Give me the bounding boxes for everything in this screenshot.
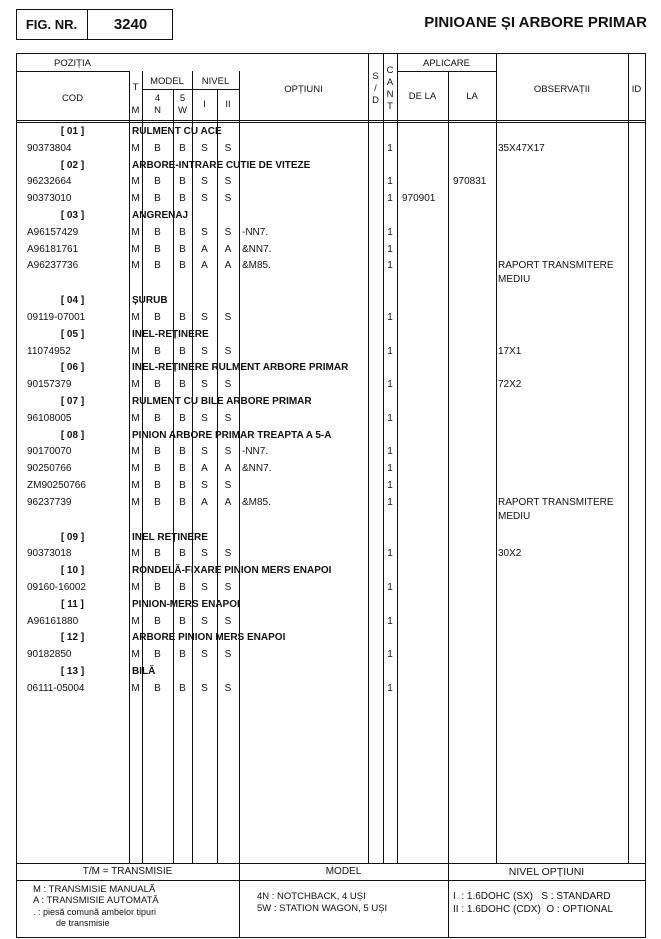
model-5w-cell: B xyxy=(179,616,186,627)
col-header-id: ID xyxy=(631,84,642,95)
footer-tm-title: T/M = TRANSMISIE xyxy=(82,866,173,877)
col-header-aplicare: APLICARE xyxy=(423,58,470,69)
nivel-2-cell: S xyxy=(224,582,232,593)
model-4n-cell: B xyxy=(154,497,161,508)
col-header-nivel-1: I xyxy=(203,99,206,110)
options-cell: -NN7. xyxy=(242,446,269,457)
quantity-cell: 1 xyxy=(387,379,393,390)
nivel-1-cell: S xyxy=(201,649,208,660)
quantity-cell: 1 xyxy=(387,616,393,627)
nivel-2-cell: S xyxy=(224,683,232,694)
transmission-cell: M xyxy=(131,548,140,559)
section-name: ȘURUB xyxy=(132,295,168,306)
part-code: 96237739 xyxy=(27,497,72,508)
options-cell: -NN7. xyxy=(242,227,269,238)
quantity-cell: 1 xyxy=(387,497,393,508)
model-4n-cell: B xyxy=(154,616,161,627)
model-5w-cell: B xyxy=(179,413,186,424)
model-5w-cell: B xyxy=(179,548,186,559)
col-header-cant-n: N xyxy=(386,89,394,100)
quantity-cell: 1 xyxy=(387,176,393,187)
nivel-1-cell: A xyxy=(201,260,208,271)
col-header-model-5: 5 xyxy=(179,93,186,104)
transmission-cell: M xyxy=(131,227,140,238)
model-5w-cell: B xyxy=(179,143,186,154)
part-code: 90157379 xyxy=(27,379,72,390)
col-header-sd-slash: / xyxy=(374,83,377,94)
model-4n-cell: B xyxy=(154,480,161,491)
col-header-sd-s: S xyxy=(372,71,379,82)
transmission-cell: M xyxy=(131,497,140,508)
section-position: [ 13 ] xyxy=(60,666,85,677)
footer-model-line-2: 5W : STATION WAGON, 5 UȘI xyxy=(257,903,388,914)
part-code: 90170070 xyxy=(27,446,72,457)
section-name: BILĂ xyxy=(132,666,156,677)
nivel-2-cell: S xyxy=(224,649,232,660)
section-position: [ 04 ] xyxy=(60,295,85,306)
section-name: ANGRENAJ xyxy=(132,210,189,221)
col-header-observatii: OBSERVAȚII xyxy=(533,84,591,95)
options-cell: &M85. xyxy=(242,497,271,508)
model-5w-cell: B xyxy=(179,446,186,457)
nivel-1-cell: A xyxy=(201,463,208,474)
nivel-2-cell: S xyxy=(224,227,232,238)
model-4n-cell: B xyxy=(154,582,161,593)
part-code: 09160-16002 xyxy=(27,582,86,593)
section-position: [ 01 ] xyxy=(60,126,85,137)
nivel-1-cell: S xyxy=(201,446,208,457)
quantity-cell: 1 xyxy=(387,227,393,238)
model-4n-cell: B xyxy=(154,176,161,187)
nivel-1-cell: A xyxy=(201,244,208,255)
section-position: [ 09 ] xyxy=(60,532,85,543)
part-code: 96108005 xyxy=(27,413,72,424)
section-name: PINION ARBORE PRIMAR TREAPTA A 5-A xyxy=(132,430,332,441)
section-position: [ 06 ] xyxy=(60,362,85,373)
model-5w-cell: B xyxy=(179,497,186,508)
section-position: [ 10 ] xyxy=(60,565,85,576)
transmission-cell: M xyxy=(131,582,140,593)
quantity-cell: 1 xyxy=(387,480,393,491)
applies-from-cell: 970901 xyxy=(402,193,436,204)
model-4n-cell: B xyxy=(154,413,161,424)
nivel-2-cell: S xyxy=(224,446,232,457)
model-5w-cell: B xyxy=(179,379,186,390)
observations-cell: RAPORT TRANSMITERE xyxy=(498,497,614,508)
quantity-cell: 1 xyxy=(387,413,393,424)
model-5w-cell: B xyxy=(179,649,186,660)
model-5w-cell: B xyxy=(179,480,186,491)
part-code: 90373010 xyxy=(27,193,72,204)
section-position: [ 12 ] xyxy=(60,632,85,643)
model-4n-cell: B xyxy=(154,143,161,154)
part-code: ZM90250766 xyxy=(27,480,86,491)
col-header-nivel: NIVEL xyxy=(201,76,230,87)
observations-cell-line-2: MEDIU xyxy=(498,274,531,285)
part-code: 09119-07001 xyxy=(27,312,86,323)
part-code: 96232664 xyxy=(27,176,72,187)
footer-tm-line-4: de transmisie xyxy=(56,918,110,928)
nivel-1-cell: S xyxy=(201,413,208,424)
model-5w-cell: B xyxy=(179,176,186,187)
section-position: [ 07 ] xyxy=(60,396,85,407)
quantity-cell: 1 xyxy=(387,260,393,271)
col-header-la: LA xyxy=(466,91,478,102)
transmission-cell: M xyxy=(131,649,140,660)
page-title: PINIOANE ȘI ARBORE PRIMAR xyxy=(424,14,647,31)
col-header-cod: COD xyxy=(61,93,84,104)
part-code: A96161880 xyxy=(27,616,79,627)
footer-model-line-1: 4N : NOTCHBACK, 4 UȘI xyxy=(257,891,366,902)
transmission-cell: M xyxy=(131,379,140,390)
col-header-model-4: 4 xyxy=(154,93,161,104)
part-code: A96181761 xyxy=(27,244,79,255)
col-header-m: M xyxy=(131,105,140,116)
observations-cell-line-2: MEDIU xyxy=(498,511,531,522)
col-header-model: MODEL xyxy=(150,76,184,87)
col-header-nivel-2: II xyxy=(225,99,231,110)
nivel-2-cell: A xyxy=(224,260,232,271)
section-position: [ 11 ] xyxy=(61,599,84,610)
col-header-model-n: N xyxy=(154,105,161,116)
transmission-cell: M xyxy=(131,176,140,187)
part-code: 90373804 xyxy=(27,143,72,154)
model-4n-cell: B xyxy=(154,446,161,457)
model-5w-cell: B xyxy=(179,346,186,357)
model-4n-cell: B xyxy=(154,683,161,694)
footer-tm-line-1: M : TRANSMISIE MANUALĂ xyxy=(33,884,156,895)
model-4n-cell: B xyxy=(154,260,161,271)
nivel-1-cell: S xyxy=(201,683,208,694)
quantity-cell: 1 xyxy=(387,649,393,660)
col-header-optiuni: OPȚIUNI xyxy=(284,84,323,95)
nivel-1-cell: S xyxy=(201,616,208,627)
section-position: [ 02 ] xyxy=(60,160,85,171)
quantity-cell: 1 xyxy=(387,143,393,154)
nivel-2-cell: A xyxy=(224,463,232,474)
nivel-1-cell: S xyxy=(201,227,208,238)
nivel-1-cell: S xyxy=(201,143,208,154)
col-header-cant-t: T xyxy=(387,101,393,112)
section-name: ARBORE-INTRARE CUTIE DE VITEZE xyxy=(132,160,311,171)
section-name: RULMENT CU BILE ARBORE PRIMAR xyxy=(132,396,312,407)
col-header-model-w: W xyxy=(178,105,187,116)
model-4n-cell: B xyxy=(154,548,161,559)
footer-nivel-line-2: II : 1.6DOHC (CDX) O : OPTIONAL xyxy=(453,904,614,915)
quantity-cell: 1 xyxy=(387,346,393,357)
part-code: A96157429 xyxy=(27,227,79,238)
section-name: INEL-REȚINERE xyxy=(132,329,209,340)
model-5w-cell: B xyxy=(179,582,186,593)
quantity-cell: 1 xyxy=(387,193,393,204)
footer-nivel-line-1: I : 1.6DOHC (SX) S : STANDARD xyxy=(453,891,611,902)
part-code: 06111-05004 xyxy=(27,683,85,694)
footer-tm-line-3: . : piesă comună ambelor tipuri xyxy=(33,907,157,917)
transmission-cell: M xyxy=(131,446,140,457)
part-code: 90250766 xyxy=(27,463,72,474)
footer-model-title: MODEL xyxy=(325,866,362,877)
nivel-2-cell: S xyxy=(224,346,232,357)
figure-number: 3240 xyxy=(113,16,148,33)
quantity-cell: 1 xyxy=(387,463,393,474)
section-name: RULMENT CU ACE xyxy=(132,126,222,137)
applies-to-cell: 970831 xyxy=(453,176,487,187)
model-4n-cell: B xyxy=(154,346,161,357)
nivel-2-cell: S xyxy=(224,548,232,559)
section-position: [ 08 ] xyxy=(60,430,85,441)
part-code: A96237736 xyxy=(27,260,79,271)
quantity-cell: 1 xyxy=(387,312,393,323)
nivel-2-cell: S xyxy=(224,413,232,424)
col-header-cant-c: C xyxy=(386,65,394,76)
observations-cell: 35X47X17 xyxy=(498,143,545,154)
transmission-cell: M xyxy=(131,193,140,204)
model-5w-cell: B xyxy=(179,463,186,474)
quantity-cell: 1 xyxy=(387,244,393,255)
nivel-2-cell: S xyxy=(224,480,232,491)
transmission-cell: M xyxy=(131,260,140,271)
options-cell: &NN7. xyxy=(242,463,272,474)
transmission-cell: M xyxy=(131,480,140,491)
nivel-1-cell: S xyxy=(201,193,208,204)
transmission-cell: M xyxy=(131,346,140,357)
model-5w-cell: B xyxy=(179,244,186,255)
model-4n-cell: B xyxy=(154,227,161,238)
quantity-cell: 1 xyxy=(387,446,393,457)
transmission-cell: M xyxy=(131,143,140,154)
model-5w-cell: B xyxy=(179,193,186,204)
col-header-sd-d: D xyxy=(372,95,379,106)
col-header-dela: DE LA xyxy=(408,91,437,102)
part-code: 11074952 xyxy=(27,346,71,357)
section-name: RONDELĂ-FIXARE PINION MERS ENAPOI xyxy=(132,565,332,576)
col-header-cant-a: A xyxy=(386,77,394,88)
nivel-2-cell: S xyxy=(224,143,232,154)
part-code: 90182850 xyxy=(27,649,72,660)
transmission-cell: M xyxy=(131,312,140,323)
nivel-1-cell: A xyxy=(201,497,208,508)
section-name: PINION-MERS ENAPOI xyxy=(132,599,240,610)
nivel-1-cell: S xyxy=(201,346,208,357)
model-4n-cell: B xyxy=(154,379,161,390)
model-4n-cell: B xyxy=(154,312,161,323)
nivel-1-cell: S xyxy=(201,312,208,323)
model-5w-cell: B xyxy=(179,227,186,238)
nivel-1-cell: S xyxy=(201,379,208,390)
observations-cell: 17X1 xyxy=(498,346,522,357)
model-5w-cell: B xyxy=(179,312,186,323)
observations-cell: RAPORT TRANSMITERE xyxy=(498,260,614,271)
transmission-cell: M xyxy=(131,616,140,627)
transmission-cell: M xyxy=(131,413,140,424)
quantity-cell: 1 xyxy=(387,548,393,559)
col-header-pozitia: POZIȚIA xyxy=(54,58,91,69)
model-4n-cell: B xyxy=(154,193,161,204)
section-position: [ 05 ] xyxy=(60,329,85,340)
nivel-2-cell: S xyxy=(224,176,232,187)
quantity-cell: 1 xyxy=(387,582,393,593)
section-name: INEL-REȚINERE RULMENT ARBORE PRIMAR xyxy=(132,362,349,373)
figure-label: FIG. NR. xyxy=(16,9,88,40)
nivel-2-cell: S xyxy=(224,616,232,627)
nivel-2-cell: S xyxy=(224,379,232,390)
part-code: 90373018 xyxy=(27,548,72,559)
transmission-cell: M xyxy=(131,463,140,474)
nivel-2-cell: A xyxy=(224,497,232,508)
model-4n-cell: B xyxy=(154,244,161,255)
section-position: [ 03 ] xyxy=(60,210,85,221)
nivel-2-cell: A xyxy=(224,244,232,255)
section-name: INEL REȚINERE xyxy=(132,532,208,543)
col-header-t: T xyxy=(132,82,139,93)
model-5w-cell: B xyxy=(179,683,186,694)
model-5w-cell: B xyxy=(179,260,186,271)
transmission-cell: M xyxy=(131,244,140,255)
nivel-2-cell: S xyxy=(224,312,232,323)
options-cell: &M85. xyxy=(242,260,271,271)
nivel-1-cell: S xyxy=(201,176,208,187)
model-4n-cell: B xyxy=(154,463,161,474)
observations-cell: 30X2 xyxy=(498,548,522,559)
nivel-1-cell: S xyxy=(201,548,208,559)
options-cell: &NN7. xyxy=(242,244,272,255)
transmission-cell: M xyxy=(131,683,140,694)
quantity-cell: 1 xyxy=(387,683,393,694)
observations-cell: 72X2 xyxy=(498,379,522,390)
footer-nivel-title: NIVEL OPȚIUNI xyxy=(508,866,585,878)
footer-tm-line-2: A : TRANSMISIE AUTOMATĂ xyxy=(33,895,159,906)
model-4n-cell: B xyxy=(154,649,161,660)
section-name: ARBORE PINION MERS ENAPOI xyxy=(132,632,286,643)
nivel-1-cell: S xyxy=(201,480,208,491)
nivel-2-cell: S xyxy=(224,193,232,204)
nivel-1-cell: S xyxy=(201,582,208,593)
